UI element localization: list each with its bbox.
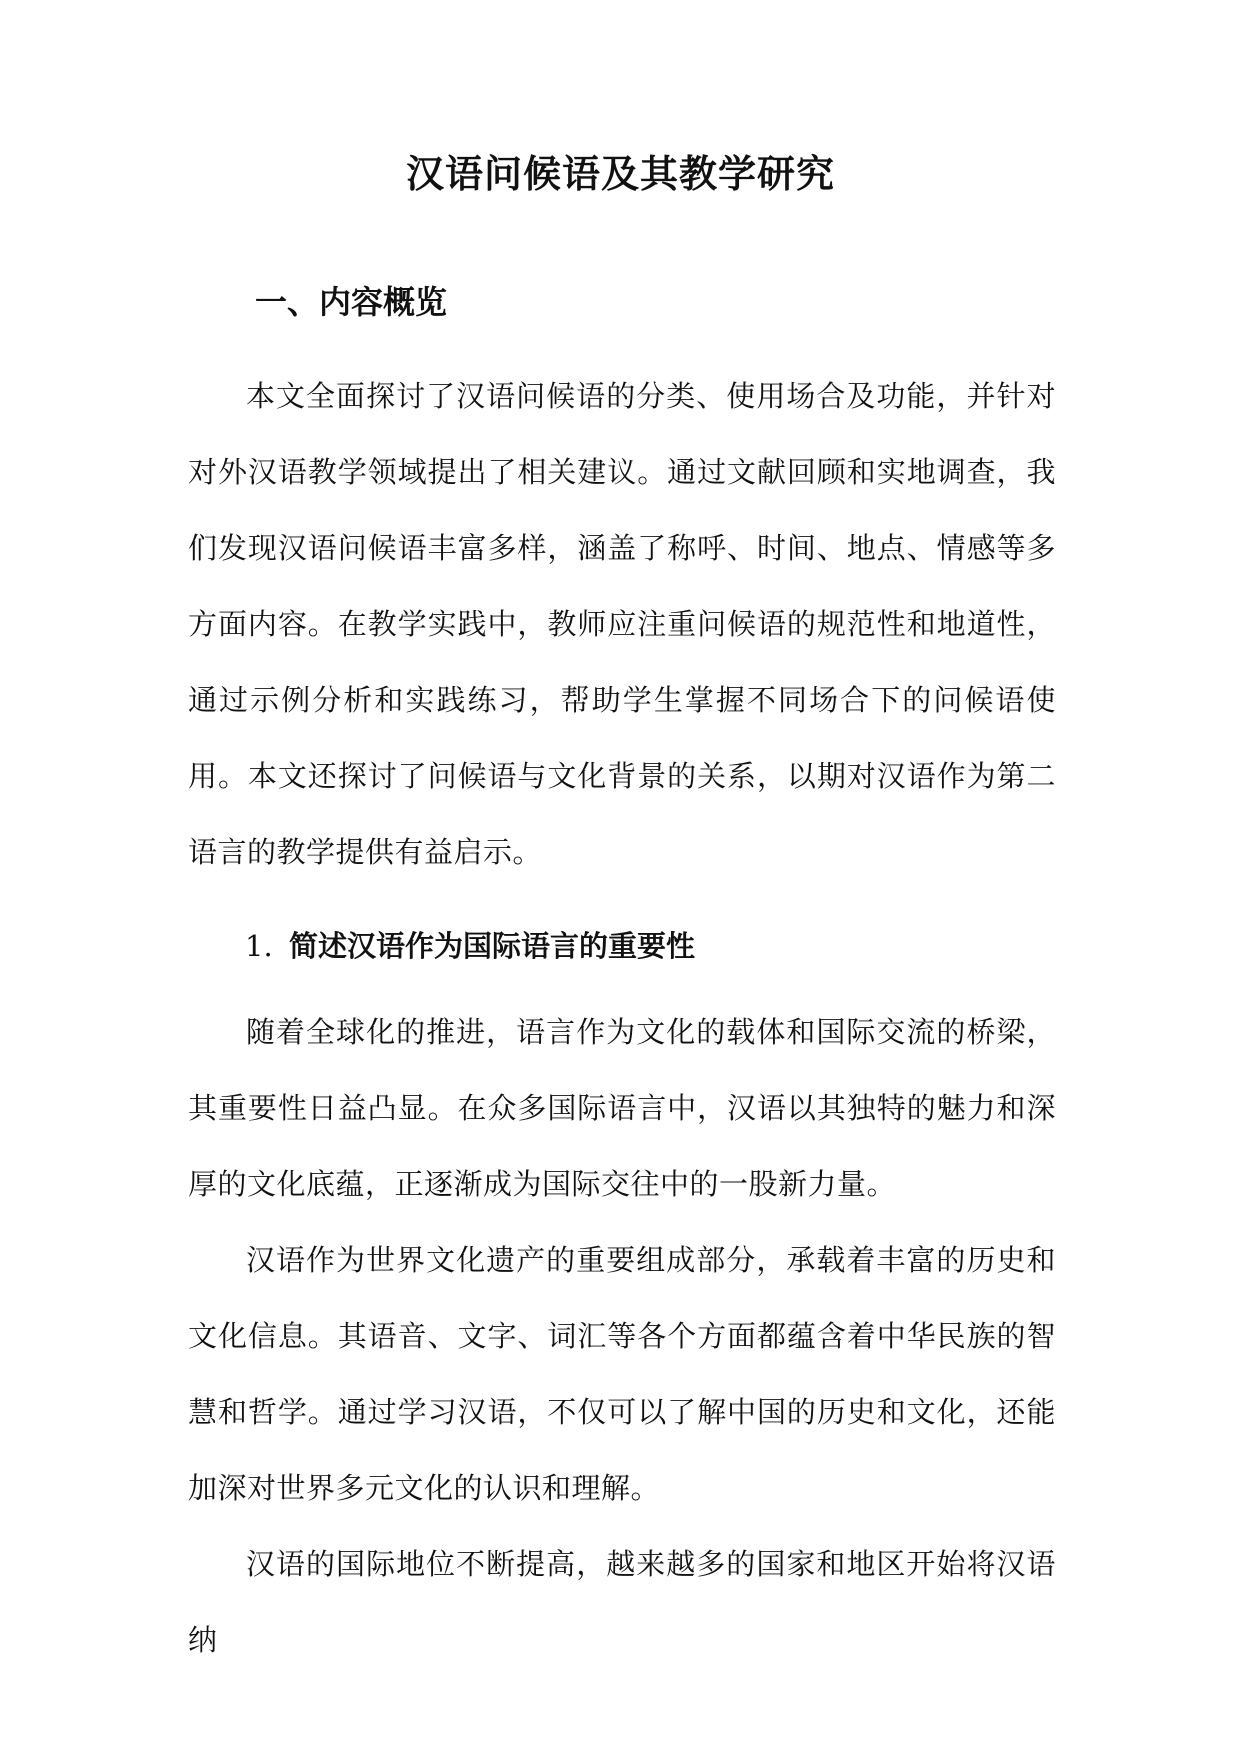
section-heading-overview: 一、内容概览 — [255, 283, 448, 321]
body-paragraph: 随着全球化的推进，语言作为文化的载体和国际交流的桥梁，其重要性日益凸显。在众多国际语言中，汉语以其独特的魅力和深厚的文化底蕴，正逐渐成为国际交往中的一股新力量。 — [188, 1015, 1056, 1201]
subsection-number: 1. — [245, 929, 273, 963]
body-paragraph: 汉语的国际地位不断提高，越来越多的国家和地区开始将汉语纳 — [188, 1547, 1056, 1657]
subsection-heading-text: 简述汉语作为国际语言的重要性 — [289, 929, 696, 963]
body-paragraph: 汉语作为世界文化遗产的重要组成部分，承载着丰富的历史和文化信息。其语音、文字、词汇等各个方面都蕴含着中华民族的智慧和哲学。通过学习汉语，不仅可以了解中国的历史和文化，还能加深对世界多元文化的认识和理解。 — [188, 1243, 1056, 1505]
overview-paragraph: 本文全面探讨了汉语问候语的分类、使用场合及功能，并针对对外汉语教学领域提出了相关建议。通过文献回顾和实地调查，我们发现汉语问候语丰富多样，涵盖了称呼、时间、地点、情感等多方面内容。在教学实践中，教师应注重问候语的规范性和地道性，通过示例分析和实践练习，帮助学生掌握不同场合下的问候语使用。本文还探讨了问候语与文化背景的关系，以期对汉语作为第二语言的教学提供有益启示。 — [188, 379, 1056, 869]
document-title: 汉语问候语及其教学研究 — [405, 151, 835, 196]
subsection-heading — [245, 924, 695, 968]
